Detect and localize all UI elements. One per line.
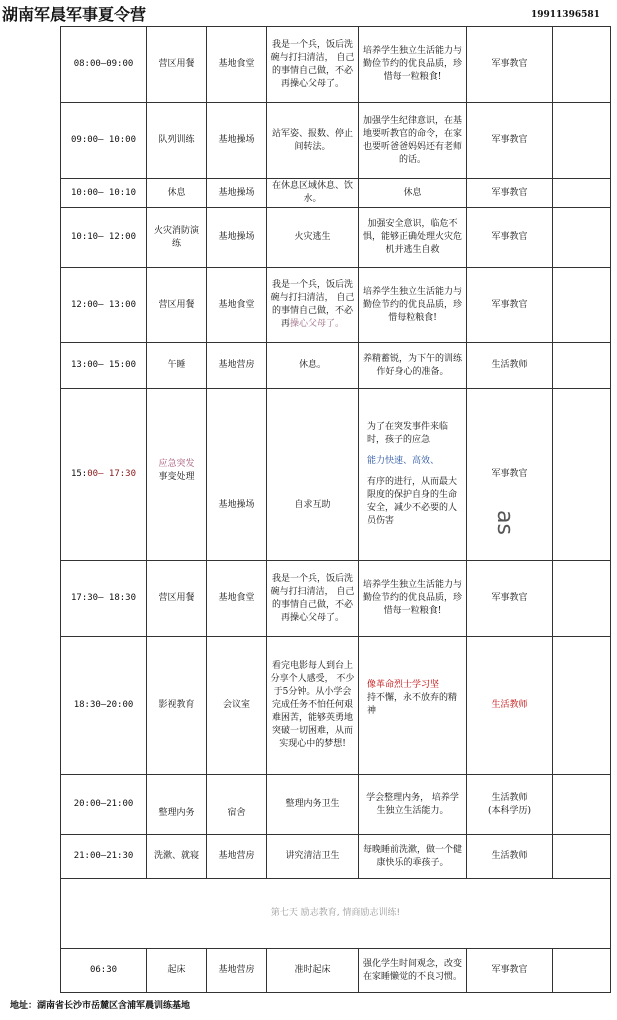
location-cell: 会议室: [207, 637, 267, 775]
location-cell: 基地营房: [207, 835, 267, 879]
activity-cell: 队列训练: [147, 103, 207, 179]
content-cell: [267, 637, 359, 775]
location-cell: 宿舍: [207, 775, 267, 835]
content-cell: 自求互助: [267, 389, 359, 561]
teacher-cell: [467, 775, 553, 835]
goal-cell: [359, 389, 467, 561]
location-cell: 基地食堂: [207, 268, 267, 343]
activity-cell: [147, 389, 207, 561]
activity-text-highlight: 应急突发: [158, 458, 195, 469]
time-cell: 17:30— 18:30: [61, 561, 147, 637]
table-row: [61, 343, 611, 389]
time-cell: 08:00—09:00: [61, 27, 147, 103]
goal-cell: [359, 637, 467, 775]
banner-row: [61, 879, 611, 949]
goal-text-highlight: 能力快速、高效、: [367, 456, 440, 466]
teacher-cell: 生活教师: [467, 637, 553, 775]
content-cell: 我是一个兵，饭后洗碗与打扫清洁， 自己的事情自己做，不必再操心父母了。: [267, 561, 359, 637]
note-cell: [553, 103, 611, 179]
goal-cell: 强化学生时间观念，改变在家睡懒觉的不良习惯。: [359, 949, 467, 993]
content-cell: 休息。: [267, 343, 359, 389]
content-text-highlight: 操心父母了。: [290, 319, 345, 329]
content-cell: [267, 268, 359, 343]
table-row: [61, 775, 611, 835]
content-text: 我是一个兵，饭后洗碗与打扫清洁， 自己的事情自己做，不必再: [270, 280, 355, 329]
content-text: 看完电影每人到台上分享个人感受， 不少于5分钟。从小学会完成任务不怕任何: [270, 661, 355, 710]
activity-cell: 营区用餐: [147, 27, 207, 103]
teacher-cell: 军事教官: [467, 179, 553, 208]
location-cell: 基地食堂: [207, 561, 267, 637]
note-cell: [553, 179, 611, 208]
note-cell: [553, 835, 611, 879]
table-row: [61, 637, 611, 775]
day-banner: 第七天 励志教育, 情商励志训练!: [61, 879, 611, 949]
camp-title: 湖南军晨军事夏令营: [2, 5, 147, 24]
table-row: [61, 208, 611, 268]
time-cell: 13:00— 15:00: [61, 343, 147, 389]
goal-text: 有序的进行，从而最大限度的保护自身的生命安全，减少不必要的人员伤害: [367, 477, 458, 526]
note-cell: [553, 27, 611, 103]
schedule-table: [60, 26, 611, 993]
teacher-cell: 军事教官: [467, 268, 553, 343]
location-cell: 基地营房: [207, 343, 267, 389]
table-row: [61, 835, 611, 879]
address-footer: 地址：湖南省长沙市岳麓区含浦军晨训练基地: [10, 1001, 191, 1011]
time-cell: 09:00— 10:00: [61, 103, 147, 179]
time-cell: 12:00— 13:00: [61, 268, 147, 343]
location-cell: 基地食堂: [207, 27, 267, 103]
table-row: [61, 561, 611, 637]
table-row: [61, 179, 611, 208]
content-cell: 火灾逃生: [267, 208, 359, 268]
time-cell: 21:00—21:30: [61, 835, 147, 879]
teacher-cell: 生活教师: [467, 343, 553, 389]
goal-text: 持不懈，永不放弃的精神: [367, 693, 458, 716]
note-cell: [553, 208, 611, 268]
location-cell: 基地操场: [207, 208, 267, 268]
time-cell: 06:30: [61, 949, 147, 993]
content-cell: 整理内务卫生: [267, 775, 359, 835]
table-row: [61, 268, 611, 343]
time-text: 15:: [70, 469, 88, 479]
note-cell: [553, 268, 611, 343]
teacher-cell: 军事教官: [467, 561, 553, 637]
table-row: [61, 949, 611, 993]
goal-cell: 学会整理内务， 培养学生独立生活能力。: [359, 775, 467, 835]
teacher-cell: 军事教官: [467, 103, 553, 179]
location-cell: 基地营房: [207, 949, 267, 993]
activity-cell: 整理内务: [147, 775, 207, 835]
note-cell: [553, 389, 611, 561]
content-cell: 我是一个兵，饭后洗碗与打扫清洁， 自己的事情自己做，不必再操心父母了。: [267, 27, 359, 103]
note-cell: [553, 775, 611, 835]
teacher-cell: 军事教官: [467, 389, 553, 561]
teacher-cell: 军事教官: [467, 208, 553, 268]
time-cell: 10:10— 12:00: [61, 208, 147, 268]
goal-text-highlight: 像革命烈士学习坚: [367, 680, 440, 690]
teacher-qualification: (本科学历): [487, 805, 532, 816]
note-cell: [553, 949, 611, 993]
goal-cell: 培养学生独立生活能力与勤俭节约的优良品质，珍惜每粒粮食!: [359, 268, 467, 343]
goal-cell: 养精蓄锐，为下午的训练作好身心的准备。: [359, 343, 467, 389]
goal-cell: 培养学生独立生活能力与勤俭节约的优良品质，珍惜每一粒粮食!: [359, 27, 467, 103]
location-cell: 基地操场: [207, 389, 267, 561]
teacher-cell: 军事教官: [467, 949, 553, 993]
activity-cell: 营区用餐: [147, 561, 207, 637]
time-cell: 18:30—20:00: [61, 637, 147, 775]
note-cell: [553, 637, 611, 775]
time-cell: [61, 389, 147, 561]
table-row: [61, 27, 611, 103]
phone-number: 19911396581: [531, 10, 600, 20]
table-row: [61, 389, 611, 561]
note-cell: [553, 343, 611, 389]
teacher-text: 生活教师: [491, 792, 528, 803]
activity-cell: 影视教育: [147, 637, 207, 775]
time-text-highlight: 00— 17:30: [87, 469, 137, 479]
content-text: 艰难困苦，能够英勇地突破一切困难，从而实现心中的梦想!: [271, 700, 354, 749]
activity-cell: 火灾消防演练: [147, 208, 207, 268]
note-cell: [553, 561, 611, 637]
activity-cell: 午睡: [147, 343, 207, 389]
goal-cell: 加强安全意识，临危不惧，能够正确处理火灾危机并逃生自救: [359, 208, 467, 268]
teacher-cell: 生活教师: [467, 835, 553, 879]
goal-cell: 每晚睡前洗漱，做一个健康快乐的乖孩子。: [359, 835, 467, 879]
time-cell: 20:00—21:00: [61, 775, 147, 835]
goal-cell: 休息: [359, 179, 467, 208]
activity-cell: 休息: [147, 179, 207, 208]
goal-text: 为了在突发事件来临时，孩子的应急: [367, 422, 449, 445]
goal-cell: 加强学生纪律意识，在基地要听教官的命令，在家也要听爸爸妈妈还有老师的话。: [359, 103, 467, 179]
teacher-cell: 军事教官: [467, 27, 553, 103]
goal-cell: 培养学生独立生活能力与勤俭节约的优良品质，珍惜每一粒粮食!: [359, 561, 467, 637]
content-cell: 站军姿、报数、停止间转法。: [267, 103, 359, 179]
location-cell: 基地操场: [207, 103, 267, 179]
time-cell: 10:00— 10:10: [61, 179, 147, 208]
content-cell: 准时起床: [267, 949, 359, 993]
activity-cell: 起床: [147, 949, 207, 993]
content-cell: 在休息区域休息、饮水。: [267, 179, 359, 208]
activity-cell: 洗漱、就寝: [147, 835, 207, 879]
location-cell: 基地操场: [207, 179, 267, 208]
activity-cell: 营区用餐: [147, 268, 207, 343]
table-row: [61, 103, 611, 179]
activity-text: 事变处理: [158, 471, 195, 482]
content-cell: 讲究清洁卫生: [267, 835, 359, 879]
watermark-text: as: [492, 510, 517, 535]
